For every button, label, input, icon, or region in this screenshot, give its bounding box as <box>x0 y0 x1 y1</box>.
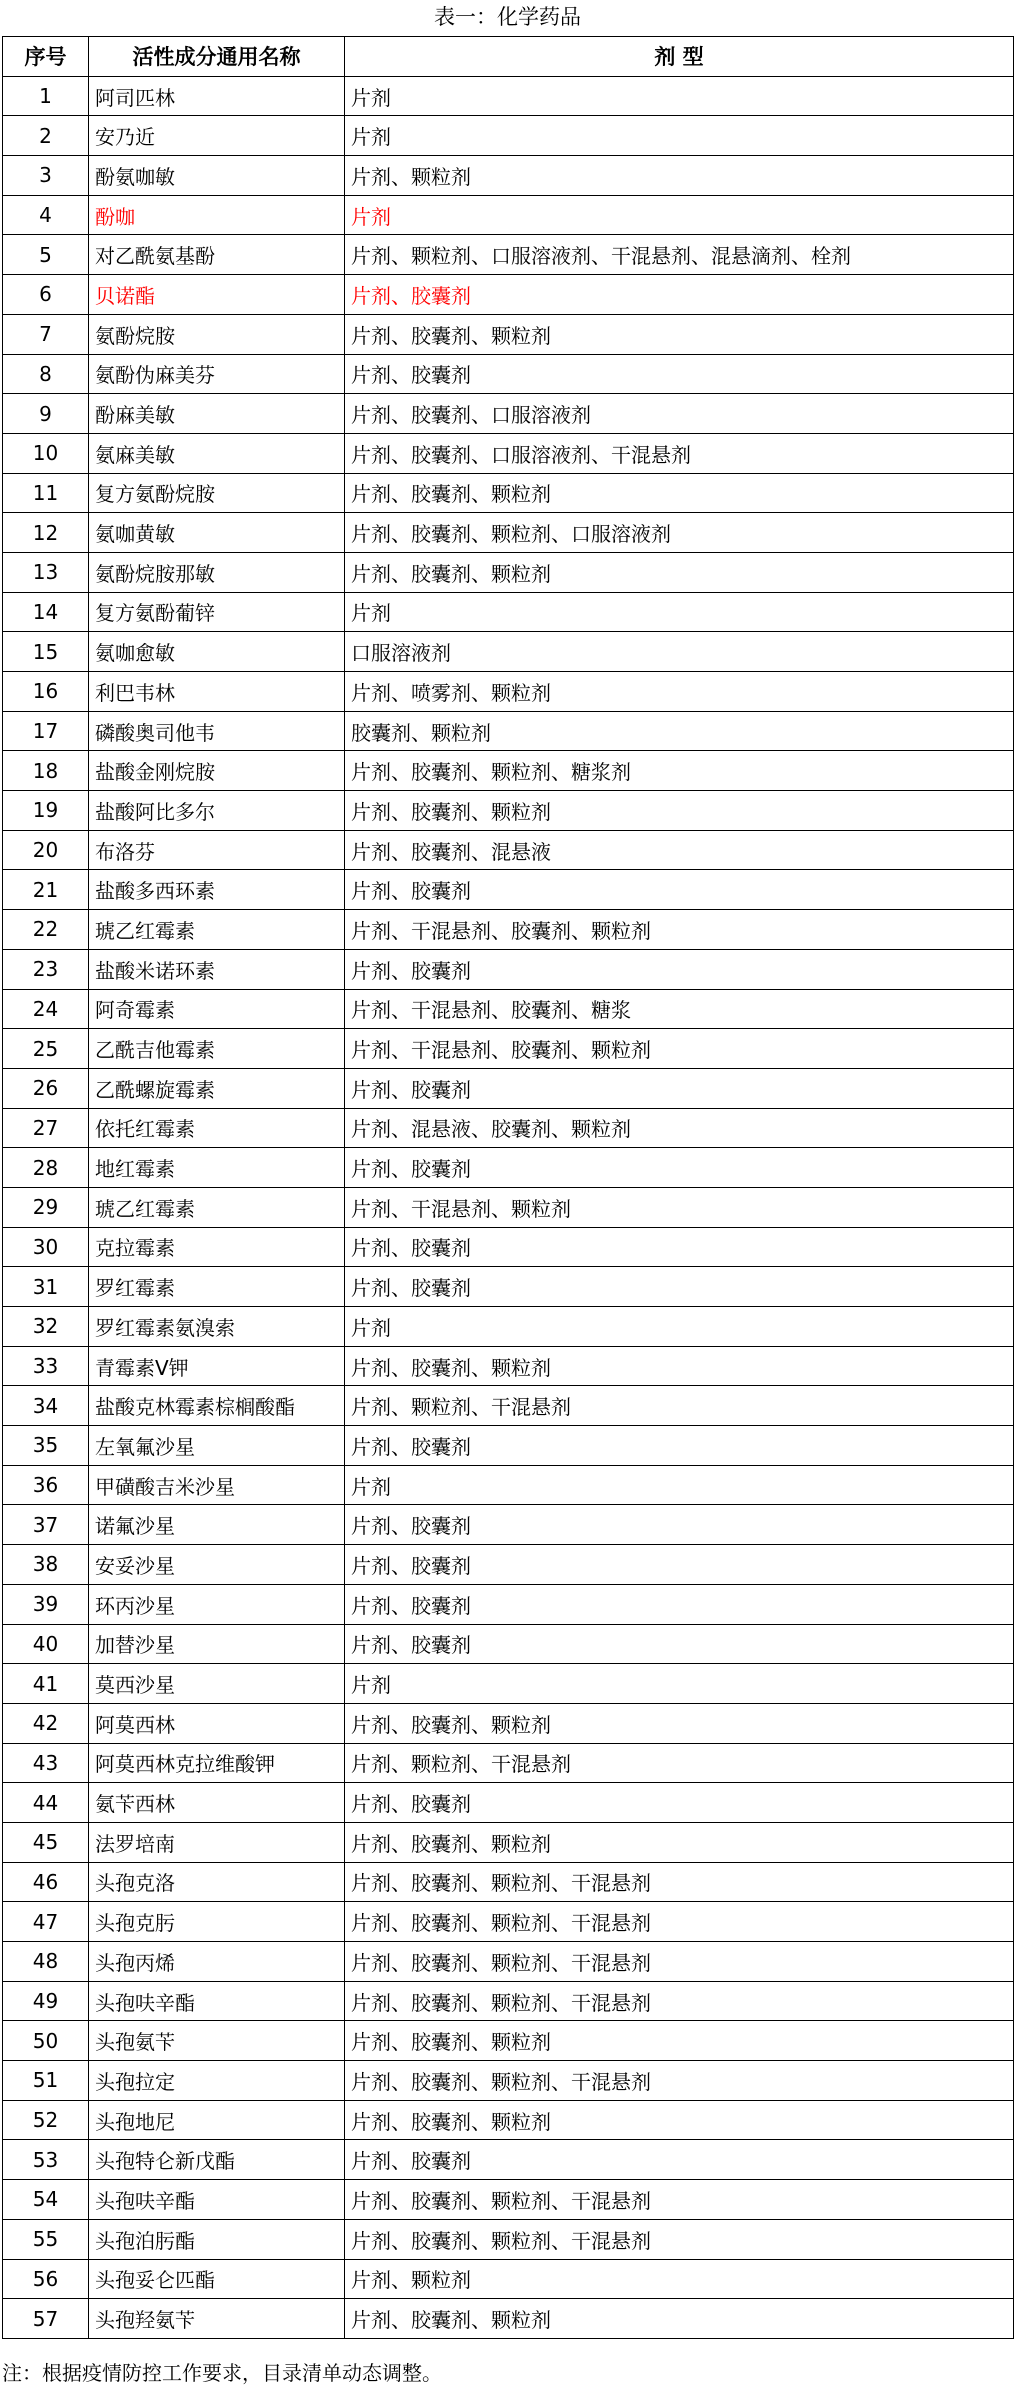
row-dosage-form: 片剂、胶囊剂、颗粒剂 <box>345 1822 1014 1862</box>
row-drug-name: 罗红霉素氨溴索 <box>89 1307 345 1347</box>
row-drug-name: 盐酸金刚烷胺 <box>89 751 345 791</box>
row-drug-name: 磷酸奥司他韦 <box>89 711 345 751</box>
row-drug-name: 复方氨酚烷胺 <box>89 473 345 513</box>
table-row <box>3 2140 1014 2180</box>
header-name: 活性成分通用名称 <box>89 37 345 77</box>
table-row <box>3 1505 1014 1545</box>
row-dosage-form: 片剂、颗粒剂、干混悬剂 <box>345 1743 1014 1783</box>
row-drug-name: 氨麻美敏 <box>89 433 345 473</box>
row-dosage-form: 片剂、胶囊剂、颗粒剂、干混悬剂 <box>345 2219 1014 2259</box>
table-row <box>3 949 1014 989</box>
row-serial: 7 <box>3 314 89 354</box>
row-drug-name: 头孢克肟 <box>89 1902 345 1942</box>
row-dosage-form: 片剂、胶囊剂 <box>345 1227 1014 1267</box>
row-drug-name: 盐酸克林霉素棕榈酸酯 <box>89 1386 345 1426</box>
row-dosage-form: 片剂、干混悬剂、胶囊剂、颗粒剂 <box>345 1029 1014 1069</box>
row-serial: 39 <box>3 1584 89 1624</box>
table-row <box>3 1227 1014 1267</box>
row-dosage-form: 片剂 <box>345 592 1014 632</box>
row-drug-name: 酚咖 <box>89 195 345 235</box>
row-serial: 52 <box>3 2100 89 2140</box>
row-serial: 3 <box>3 156 89 196</box>
row-drug-name: 氨酚烷胺 <box>89 314 345 354</box>
row-drug-name: 氨咖愈敏 <box>89 632 345 672</box>
row-drug-name: 左氧氟沙星 <box>89 1426 345 1466</box>
table-row <box>3 76 1014 116</box>
row-drug-name: 头孢拉定 <box>89 2061 345 2101</box>
row-serial: 36 <box>3 1465 89 1505</box>
table-row <box>3 910 1014 950</box>
row-serial: 25 <box>3 1029 89 1069</box>
row-drug-name: 甲磺酸吉米沙星 <box>89 1465 345 1505</box>
table-row <box>3 711 1014 751</box>
row-drug-name: 头孢地尼 <box>89 2100 345 2140</box>
table-row <box>3 1148 1014 1188</box>
table-row <box>3 1624 1014 1664</box>
table-row <box>3 592 1014 632</box>
row-dosage-form: 片剂、胶囊剂、颗粒剂、干混悬剂 <box>345 2180 1014 2220</box>
row-serial: 35 <box>3 1426 89 1466</box>
row-serial: 28 <box>3 1148 89 1188</box>
row-serial: 11 <box>3 473 89 513</box>
row-dosage-form: 片剂、胶囊剂 <box>345 1545 1014 1585</box>
row-drug-name: 头孢丙烯 <box>89 1942 345 1982</box>
table-row <box>3 1307 1014 1347</box>
row-serial: 49 <box>3 1981 89 2021</box>
row-dosage-form: 片剂、胶囊剂、颗粒剂 <box>345 2299 1014 2339</box>
row-dosage-form: 片剂、胶囊剂 <box>345 1624 1014 1664</box>
row-serial: 21 <box>3 870 89 910</box>
row-serial: 54 <box>3 2180 89 2220</box>
row-dosage-form: 片剂、颗粒剂、干混悬剂 <box>345 1386 1014 1426</box>
row-serial: 56 <box>3 2259 89 2299</box>
row-dosage-form: 片剂、胶囊剂 <box>345 1584 1014 1624</box>
row-serial: 12 <box>3 513 89 553</box>
row-dosage-form: 片剂 <box>345 195 1014 235</box>
row-dosage-form: 片剂、胶囊剂、颗粒剂 <box>345 2021 1014 2061</box>
row-dosage-form: 片剂、胶囊剂 <box>345 1505 1014 1545</box>
row-dosage-form: 片剂、干混悬剂、颗粒剂 <box>345 1187 1014 1227</box>
row-drug-name: 氨酚烷胺那敏 <box>89 552 345 592</box>
table-row <box>3 2299 1014 2339</box>
row-serial: 10 <box>3 433 89 473</box>
row-drug-name: 头孢氨苄 <box>89 2021 345 2061</box>
row-drug-name: 氨咖黄敏 <box>89 513 345 553</box>
row-drug-name: 对乙酰氨基酚 <box>89 235 345 275</box>
row-dosage-form: 片剂、胶囊剂、颗粒剂、干混悬剂 <box>345 1862 1014 1902</box>
row-dosage-form: 片剂、胶囊剂、颗粒剂、干混悬剂 <box>345 1902 1014 1942</box>
table-row <box>3 156 1014 196</box>
row-serial: 20 <box>3 830 89 870</box>
table-row <box>3 433 1014 473</box>
drug-table <box>2 36 1014 2339</box>
table-row <box>3 1981 1014 2021</box>
table-row <box>3 1545 1014 1585</box>
row-serial: 4 <box>3 195 89 235</box>
row-serial: 15 <box>3 632 89 672</box>
row-drug-name: 头孢呋辛酯 <box>89 2180 345 2220</box>
row-dosage-form: 片剂、胶囊剂 <box>345 354 1014 394</box>
row-dosage-form: 片剂、胶囊剂 <box>345 870 1014 910</box>
row-dosage-form: 片剂、胶囊剂、颗粒剂、干混悬剂 <box>345 1942 1014 1982</box>
row-serial: 6 <box>3 275 89 315</box>
row-serial: 8 <box>3 354 89 394</box>
row-dosage-form: 片剂 <box>345 1307 1014 1347</box>
row-drug-name: 阿奇霉素 <box>89 989 345 1029</box>
row-serial: 34 <box>3 1386 89 1426</box>
row-serial: 24 <box>3 989 89 1029</box>
row-dosage-form: 片剂、胶囊剂 <box>345 1148 1014 1188</box>
row-serial: 43 <box>3 1743 89 1783</box>
row-drug-name: 利巴韦林 <box>89 672 345 712</box>
table-row <box>3 1584 1014 1624</box>
row-drug-name: 氨酚伪麻美芬 <box>89 354 345 394</box>
row-drug-name: 头孢呋辛酯 <box>89 1981 345 2021</box>
row-dosage-form: 片剂、胶囊剂、混悬液 <box>345 830 1014 870</box>
row-dosage-form: 片剂、胶囊剂、颗粒剂 <box>345 1346 1014 1386</box>
row-drug-name: 法罗培南 <box>89 1822 345 1862</box>
row-drug-name: 琥乙红霉素 <box>89 910 345 950</box>
table-row <box>3 195 1014 235</box>
row-dosage-form: 片剂、胶囊剂 <box>345 2140 1014 2180</box>
row-drug-name: 复方氨酚葡锌 <box>89 592 345 632</box>
table-row <box>3 1346 1014 1386</box>
table-row <box>3 394 1014 434</box>
row-serial: 22 <box>3 910 89 950</box>
row-serial: 41 <box>3 1664 89 1704</box>
table-row <box>3 632 1014 672</box>
row-dosage-form: 片剂、胶囊剂 <box>345 275 1014 315</box>
row-drug-name: 地红霉素 <box>89 1148 345 1188</box>
row-dosage-form: 片剂 <box>345 116 1014 156</box>
table-row <box>3 2061 1014 2101</box>
table-row <box>3 1029 1014 1069</box>
row-dosage-form: 片剂、胶囊剂 <box>345 1783 1014 1823</box>
table-row <box>3 1743 1014 1783</box>
table-row <box>3 1862 1014 1902</box>
row-dosage-form: 片剂 <box>345 1664 1014 1704</box>
row-drug-name: 诺氟沙星 <box>89 1505 345 1545</box>
row-dosage-form: 片剂、颗粒剂 <box>345 2259 1014 2299</box>
row-serial: 13 <box>3 552 89 592</box>
row-drug-name: 头孢泊肟酯 <box>89 2219 345 2259</box>
row-serial: 2 <box>3 116 89 156</box>
row-dosage-form: 片剂、胶囊剂、颗粒剂 <box>345 1703 1014 1743</box>
row-drug-name: 安乃近 <box>89 116 345 156</box>
table-row <box>3 1108 1014 1148</box>
row-serial: 44 <box>3 1783 89 1823</box>
row-serial: 27 <box>3 1108 89 1148</box>
row-serial: 33 <box>3 1346 89 1386</box>
header-row <box>3 37 1014 77</box>
row-drug-name: 酚麻美敏 <box>89 394 345 434</box>
table-row <box>3 1783 1014 1823</box>
row-dosage-form: 片剂、胶囊剂、口服溶液剂 <box>345 394 1014 434</box>
row-dosage-form: 片剂、胶囊剂 <box>345 949 1014 989</box>
table-row <box>3 1426 1014 1466</box>
row-serial: 19 <box>3 791 89 831</box>
row-serial: 42 <box>3 1703 89 1743</box>
row-drug-name: 乙酰螺旋霉素 <box>89 1068 345 1108</box>
table-row <box>3 2100 1014 2140</box>
table-row <box>3 989 1014 1029</box>
row-dosage-form: 片剂 <box>345 1465 1014 1505</box>
row-dosage-form: 片剂、胶囊剂 <box>345 1068 1014 1108</box>
row-drug-name: 阿司匹林 <box>89 76 345 116</box>
row-serial: 55 <box>3 2219 89 2259</box>
table-row <box>3 1664 1014 1704</box>
table-row <box>3 751 1014 791</box>
row-dosage-form: 片剂、混悬液、胶囊剂、颗粒剂 <box>345 1108 1014 1148</box>
row-dosage-form: 片剂、胶囊剂、口服溶液剂、干混悬剂 <box>345 433 1014 473</box>
row-serial: 32 <box>3 1307 89 1347</box>
table-row <box>3 1465 1014 1505</box>
row-dosage-form: 片剂、胶囊剂、颗粒剂、口服溶液剂 <box>345 513 1014 553</box>
row-drug-name: 盐酸阿比多尔 <box>89 791 345 831</box>
row-serial: 18 <box>3 751 89 791</box>
header-serial: 序号 <box>3 37 89 77</box>
table-row <box>3 235 1014 275</box>
row-serial: 26 <box>3 1068 89 1108</box>
row-drug-name: 盐酸多西环素 <box>89 870 345 910</box>
table-row <box>3 1942 1014 1982</box>
row-drug-name: 环丙沙星 <box>89 1584 345 1624</box>
row-serial: 38 <box>3 1545 89 1585</box>
row-serial: 50 <box>3 2021 89 2061</box>
table-row <box>3 2180 1014 2220</box>
table-row <box>3 870 1014 910</box>
row-serial: 17 <box>3 711 89 751</box>
row-serial: 14 <box>3 592 89 632</box>
table-row <box>3 2259 1014 2299</box>
table-row <box>3 552 1014 592</box>
row-serial: 57 <box>3 2299 89 2339</box>
row-dosage-form: 片剂、胶囊剂、颗粒剂 <box>345 2100 1014 2140</box>
row-drug-name: 酚氨咖敏 <box>89 156 345 196</box>
table-row <box>3 473 1014 513</box>
row-serial: 46 <box>3 1862 89 1902</box>
row-serial: 1 <box>3 76 89 116</box>
table-row <box>3 513 1014 553</box>
table-row <box>3 1068 1014 1108</box>
row-serial: 51 <box>3 2061 89 2101</box>
row-drug-name: 贝诺酯 <box>89 275 345 315</box>
row-dosage-form: 片剂、胶囊剂、颗粒剂 <box>345 473 1014 513</box>
row-dosage-form: 片剂、颗粒剂 <box>345 156 1014 196</box>
row-drug-name: 氨苄西林 <box>89 1783 345 1823</box>
row-dosage-form: 片剂、胶囊剂、颗粒剂 <box>345 314 1014 354</box>
row-serial: 31 <box>3 1267 89 1307</box>
table-row <box>3 1267 1014 1307</box>
table-row <box>3 1822 1014 1862</box>
row-drug-name: 阿莫西林克拉维酸钾 <box>89 1743 345 1783</box>
row-serial: 30 <box>3 1227 89 1267</box>
table-row <box>3 314 1014 354</box>
row-dosage-form: 片剂、胶囊剂、颗粒剂 <box>345 552 1014 592</box>
row-drug-name: 莫西沙星 <box>89 1664 345 1704</box>
row-drug-name: 阿莫西林 <box>89 1703 345 1743</box>
row-serial: 47 <box>3 1902 89 1942</box>
header-form: 剂 型 <box>345 37 1014 77</box>
row-dosage-form: 片剂、胶囊剂 <box>345 1426 1014 1466</box>
row-drug-name: 罗红霉素 <box>89 1267 345 1307</box>
row-dosage-form: 片剂、胶囊剂 <box>345 1267 1014 1307</box>
row-dosage-form: 片剂、喷雾剂、颗粒剂 <box>345 672 1014 712</box>
row-serial: 5 <box>3 235 89 275</box>
row-dosage-form: 片剂、胶囊剂、颗粒剂 <box>345 791 1014 831</box>
row-serial: 29 <box>3 1187 89 1227</box>
row-drug-name: 头孢妥仑匹酯 <box>89 2259 345 2299</box>
row-drug-name: 乙酰吉他霉素 <box>89 1029 345 1069</box>
table-row <box>3 830 1014 870</box>
row-dosage-form: 片剂、颗粒剂、口服溶液剂、干混悬剂、混悬滴剂、栓剂 <box>345 235 1014 275</box>
row-dosage-form: 片剂、胶囊剂、颗粒剂、干混悬剂 <box>345 1981 1014 2021</box>
row-dosage-form: 片剂、干混悬剂、胶囊剂、颗粒剂 <box>345 910 1014 950</box>
footnote: 注：根据疫情防控工作要求，目录清单动态调整。 <box>2 2361 442 2385</box>
table-row <box>3 1902 1014 1942</box>
row-serial: 16 <box>3 672 89 712</box>
row-drug-name: 克拉霉素 <box>89 1227 345 1267</box>
row-drug-name: 安妥沙星 <box>89 1545 345 1585</box>
row-drug-name: 青霉素V钾 <box>89 1346 345 1386</box>
row-drug-name: 加替沙星 <box>89 1624 345 1664</box>
table-body <box>3 76 1014 2338</box>
row-serial: 23 <box>3 949 89 989</box>
table-row <box>3 2021 1014 2061</box>
table-row <box>3 116 1014 156</box>
table-row <box>3 791 1014 831</box>
row-dosage-form: 片剂、干混悬剂、胶囊剂、糖浆 <box>345 989 1014 1029</box>
table-row <box>3 672 1014 712</box>
row-drug-name: 布洛芬 <box>89 830 345 870</box>
row-serial: 53 <box>3 2140 89 2180</box>
table-row <box>3 354 1014 394</box>
table-row <box>3 1187 1014 1227</box>
row-drug-name: 盐酸米诺环素 <box>89 949 345 989</box>
row-dosage-form: 胶囊剂、颗粒剂 <box>345 711 1014 751</box>
row-dosage-form: 片剂、胶囊剂、颗粒剂、糖浆剂 <box>345 751 1014 791</box>
row-drug-name: 头孢特仑新戊酯 <box>89 2140 345 2180</box>
row-serial: 9 <box>3 394 89 434</box>
row-drug-name: 头孢羟氨苄 <box>89 2299 345 2339</box>
row-serial: 45 <box>3 1822 89 1862</box>
row-serial: 48 <box>3 1942 89 1982</box>
row-serial: 40 <box>3 1624 89 1664</box>
row-drug-name: 头孢克洛 <box>89 1862 345 1902</box>
row-dosage-form: 片剂 <box>345 76 1014 116</box>
row-drug-name: 琥乙红霉素 <box>89 1187 345 1227</box>
table-row <box>3 1386 1014 1426</box>
table-row <box>3 275 1014 315</box>
row-dosage-form: 口服溶液剂 <box>345 632 1014 672</box>
row-dosage-form: 片剂、胶囊剂、颗粒剂、干混悬剂 <box>345 2061 1014 2101</box>
table-caption: 表一：化学药品 <box>434 5 581 29</box>
table-row <box>3 2219 1014 2259</box>
row-drug-name: 依托红霉素 <box>89 1108 345 1148</box>
row-serial: 37 <box>3 1505 89 1545</box>
table-row <box>3 1703 1014 1743</box>
